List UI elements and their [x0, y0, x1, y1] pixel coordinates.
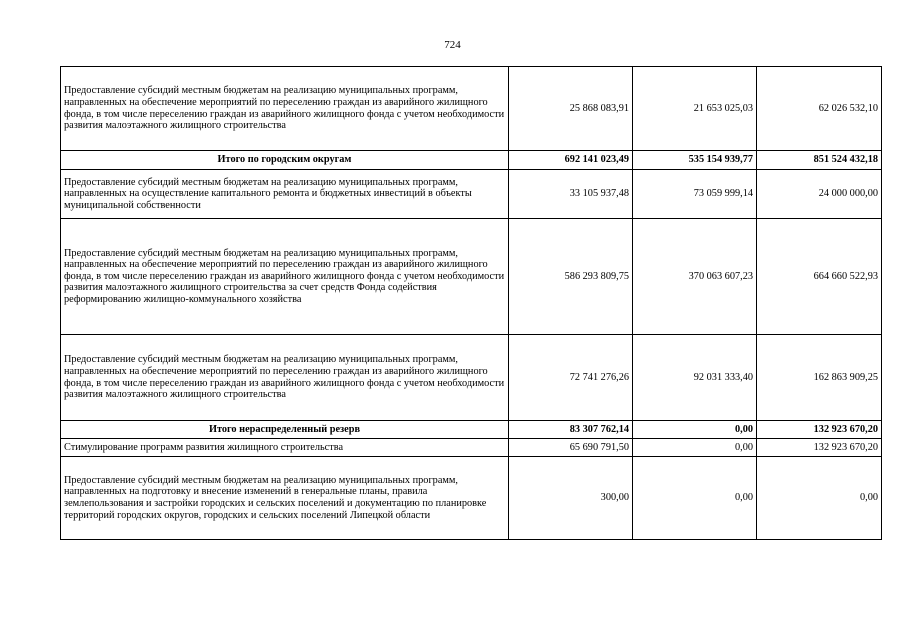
table-row: [61, 170, 882, 219]
row-value-3: 0,00: [757, 457, 882, 540]
table-row: [61, 335, 882, 421]
row-value-1: 33 105 937,48: [509, 170, 633, 219]
row-value-2: 0,00: [633, 439, 757, 457]
row-value-3: 664 660 522,93: [757, 219, 882, 335]
row-description: Итого нераспределенный резерв: [61, 421, 509, 439]
row-description: Предоставление субсидий местным бюджетам на реализацию муниципальных программ, направленных на подготовку и внесение изменений в генеральные планы, правила землепользования и застройки городских и сельских поселений и документацию по планировке территорий городских округов, городских и сельских поселений Липецкой области: [61, 457, 509, 540]
row-value-2: 535 154 939,77: [633, 151, 757, 170]
row-value-1: 83 307 762,14: [509, 421, 633, 439]
row-description: Стимулирование программ развития жилищного строительства: [61, 439, 509, 457]
row-value-1: 65 690 791,50: [509, 439, 633, 457]
row-value-3: 132 923 670,20: [757, 439, 882, 457]
row-value-1: 25 868 083,91: [509, 67, 633, 151]
page-number: 724: [444, 39, 461, 51]
row-value-3: 851 524 432,18: [757, 151, 882, 170]
table-row-total: [61, 151, 882, 170]
row-description: Предоставление субсидий местным бюджетам на реализацию муниципальных программ, направленных на осуществление капитального ремонта и бюджетных инвестиций в объекты муниципальной собственности: [61, 170, 509, 219]
table-row: [61, 439, 882, 457]
row-value-2: 21 653 025,03: [633, 67, 757, 151]
row-value-1: 586 293 809,75: [509, 219, 633, 335]
table-row-total: [61, 421, 882, 439]
row-value-3: 162 863 909,25: [757, 335, 882, 421]
table-row: [61, 219, 882, 335]
table-row: [61, 457, 882, 540]
row-value-3: 62 026 532,10: [757, 67, 882, 151]
budget-table: [60, 66, 882, 540]
row-value-1: 72 741 276,26: [509, 335, 633, 421]
row-description: Предоставление субсидий местным бюджетам на реализацию муниципальных программ, направленных на обеспечение мероприятий по переселению граждан из аварийного жилищного фонда, в том числе переселению граждан из аварийного жилищного фонда с учетом необходимости развития малоэтажного жилищного строительства: [61, 335, 509, 421]
row-description: Предоставление субсидий местным бюджетам на реализацию муниципальных программ, направленных на обеспечение мероприятий по переселению граждан из аварийного жилищного фонда, в том числе переселению граждан из аварийного жилищного фонда с учетом необходимости развития малоэтажного жилищного строительства за счет средств Фонда содействия реформированию жилищно-коммунального хозяйства: [61, 219, 509, 335]
row-value-3: 132 923 670,20: [757, 421, 882, 439]
row-value-2: 0,00: [633, 457, 757, 540]
row-value-2: 0,00: [633, 421, 757, 439]
row-value-1: 300,00: [509, 457, 633, 540]
row-description: Предоставление субсидий местным бюджетам на реализацию муниципальных программ, направленных на обеспечение мероприятий по переселению граждан из аварийного жилищного фонда, в том числе переселению граждан из аварийного жилищного фонда с учетом необходимости развития малоэтажного жилищного строительства: [61, 67, 509, 151]
row-value-2: 370 063 607,23: [633, 219, 757, 335]
table-row: [61, 67, 882, 151]
row-value-2: 73 059 999,14: [633, 170, 757, 219]
row-value-2: 92 031 333,40: [633, 335, 757, 421]
row-value-1: 692 141 023,49: [509, 151, 633, 170]
row-description: Итого по городским округам: [61, 151, 509, 170]
row-value-3: 24 000 000,00: [757, 170, 882, 219]
